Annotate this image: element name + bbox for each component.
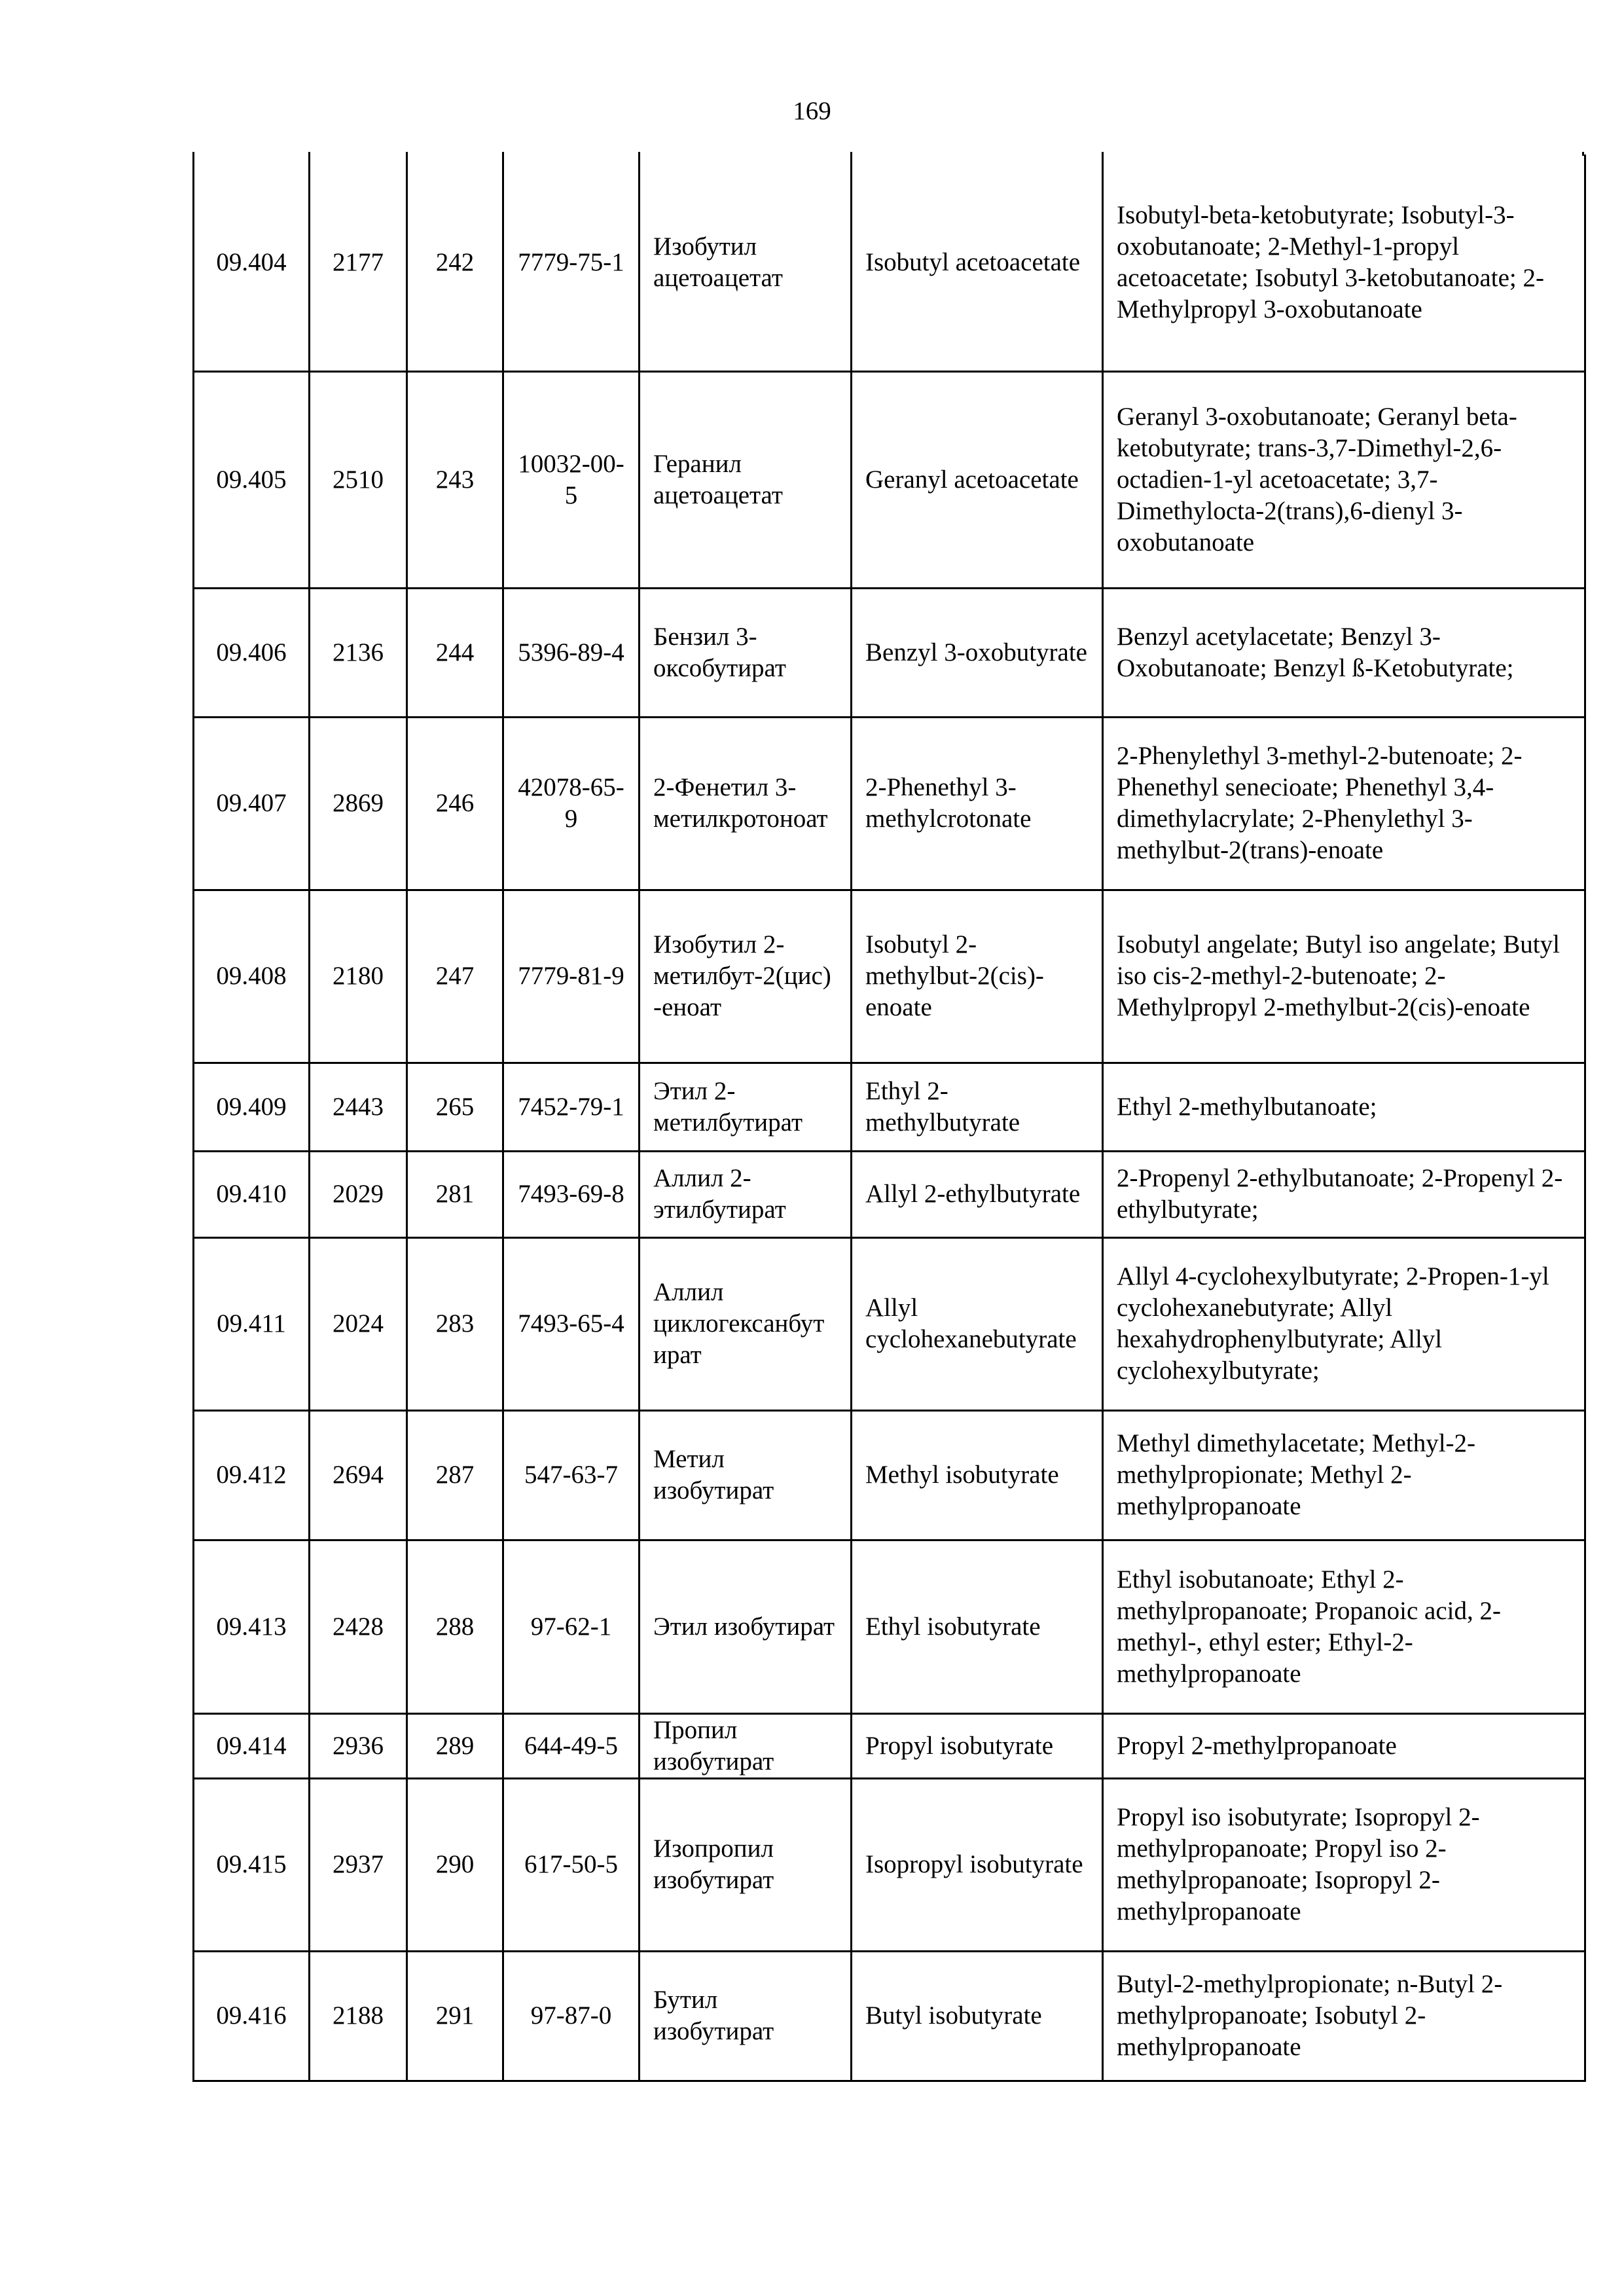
table-row bbox=[194, 1151, 1585, 1237]
cas-number-cell: 7493-69-8 bbox=[503, 1151, 640, 1237]
synonyms-cell: Isobutyl angelate; Butyl iso angelate; Butyl iso cis-2-methyl-2-butenoate; 2-Methylpropyl 2-methylbut-2(cis)-enoate bbox=[1103, 890, 1585, 1063]
synonyms-cell: Geranyl 3-oxobutanoate; Geranyl beta-ketobutyrate; trans-3,7-Dimethyl-2,6-octadien-1-yl acetoacetate; 3,7-Dimethylocta-2(trans),6-dienyl 3-oxobutanoate bbox=[1103, 371, 1585, 588]
name-en-cell: Propyl isobutyrate bbox=[852, 1713, 1103, 1778]
jecfa-number-cell: 2936 bbox=[310, 1713, 407, 1778]
synonyms-cell: 2-Phenylethyl 3-methyl-2-butenoate; 2-Phenethyl senecioate; Phenethyl 3,4-dimethylacrylate; 2-Phenylethyl 3-methylbut-2(trans)-enoate bbox=[1103, 717, 1585, 890]
cas-number-cell: 97-62-1 bbox=[503, 1540, 640, 1713]
fl-number-cell: 09.409 bbox=[194, 1063, 310, 1151]
synonyms-cell: Benzyl acetylacetate; Benzyl 3-Oxobutanoate; Benzyl ß-Ketobutyrate; bbox=[1103, 588, 1585, 717]
jecfa-number-cell: 2029 bbox=[310, 1151, 407, 1237]
table-row bbox=[194, 1778, 1585, 1951]
table-body bbox=[194, 155, 1585, 2081]
jecfa-number-cell: 2180 bbox=[310, 890, 407, 1063]
cas-number-cell: 5396-89-4 bbox=[503, 588, 640, 717]
coe-number-cell: 247 bbox=[407, 890, 503, 1063]
jecfa-number-cell: 2136 bbox=[310, 588, 407, 717]
name-ru-cell: Пропил изобутират bbox=[640, 1713, 852, 1778]
synonyms-cell: Butyl-2-methylpropionate; n-Butyl 2-methylpropanoate; Isobutyl 2-methylpropanoate bbox=[1103, 1951, 1585, 2081]
fl-number-cell: 09.404 bbox=[194, 155, 310, 371]
fl-number-cell: 09.405 bbox=[194, 371, 310, 588]
table-row bbox=[194, 1063, 1585, 1151]
name-en-cell: Allyl cyclohexanebutyrate bbox=[852, 1237, 1103, 1410]
fl-number-cell: 09.406 bbox=[194, 588, 310, 717]
name-ru-cell: Аллил циклогексанбутират bbox=[640, 1237, 852, 1410]
synonyms-cell: Isobutyl-beta-ketobutyrate; Isobutyl-3-oxobutanoate; 2-Methyl-1-propyl acetoacetate; Isobutyl 3-ketobutanoate; 2-Methylpropyl 3-oxobutanoate bbox=[1103, 155, 1585, 371]
cas-number-cell: 617-50-5 bbox=[503, 1778, 640, 1951]
name-ru-cell: Бензил 3-оксобутират bbox=[640, 588, 852, 717]
synonyms-cell: Propyl iso isobutyrate; Isopropyl 2-methylpropanoate; Propyl iso 2-methylpropanoate; Isopropyl 2-methylpropanoate bbox=[1103, 1778, 1585, 1951]
coe-number-cell: 289 bbox=[407, 1713, 503, 1778]
coe-number-cell: 291 bbox=[407, 1951, 503, 2081]
synonyms-cell: Allyl 4-cyclohexylbutyrate; 2-Propen-1-yl cyclohexanebutyrate; Allyl hexahydrophenylbutyrate; Allyl cyclohexylbutyrate; bbox=[1103, 1237, 1585, 1410]
cas-number-cell: 42078-65-9 bbox=[503, 717, 640, 890]
jecfa-number-cell: 2443 bbox=[310, 1063, 407, 1151]
jecfa-number-cell: 2869 bbox=[310, 717, 407, 890]
cas-number-cell: 7779-81-9 bbox=[503, 890, 640, 1063]
table-row bbox=[194, 1713, 1585, 1778]
jecfa-number-cell: 2694 bbox=[310, 1410, 407, 1540]
table-row bbox=[194, 1410, 1585, 1540]
name-en-cell: Isobutyl 2-methylbut-2(cis)-enoate bbox=[852, 890, 1103, 1063]
name-en-cell: Ethyl 2-methylbutyrate bbox=[852, 1063, 1103, 1151]
name-en-cell: 2-Phenethyl 3-methylcrotonate bbox=[852, 717, 1103, 890]
fl-number-cell: 09.408 bbox=[194, 890, 310, 1063]
table-row bbox=[194, 717, 1585, 890]
cas-number-cell: 7493-65-4 bbox=[503, 1237, 640, 1410]
jecfa-number-cell: 2024 bbox=[310, 1237, 407, 1410]
cas-number-cell: 7452-79-1 bbox=[503, 1063, 640, 1151]
name-en-cell: Butyl isobutyrate bbox=[852, 1951, 1103, 2081]
fl-number-cell: 09.413 bbox=[194, 1540, 310, 1713]
name-en-cell: Isopropyl isobutyrate bbox=[852, 1778, 1103, 1951]
synonyms-cell: Ethyl 2-methylbutanoate; bbox=[1103, 1063, 1585, 1151]
coe-number-cell: 242 bbox=[407, 155, 503, 371]
name-ru-cell: Изобутил ацетоацетат bbox=[640, 155, 852, 371]
name-ru-cell: Геранил ацетоацетат bbox=[640, 371, 852, 588]
coe-number-cell: 246 bbox=[407, 717, 503, 890]
table-row bbox=[194, 1951, 1585, 2081]
fl-number-cell: 09.414 bbox=[194, 1713, 310, 1778]
table-row bbox=[194, 890, 1585, 1063]
name-ru-cell: Этил 2-метилбутират bbox=[640, 1063, 852, 1151]
coe-number-cell: 283 bbox=[407, 1237, 503, 1410]
name-ru-cell: Этил изобутират bbox=[640, 1540, 852, 1713]
fl-number-cell: 09.415 bbox=[194, 1778, 310, 1951]
jecfa-number-cell: 2937 bbox=[310, 1778, 407, 1951]
jecfa-number-cell: 2428 bbox=[310, 1540, 407, 1713]
coe-number-cell: 265 bbox=[407, 1063, 503, 1151]
coe-number-cell: 244 bbox=[407, 588, 503, 717]
table-row bbox=[194, 1237, 1585, 1410]
synonyms-cell: Ethyl isobutanoate; Ethyl 2-methylpropanoate; Propanoic acid, 2-methyl-, ethyl ester; Ethyl-2-methylpropanoate bbox=[1103, 1540, 1585, 1713]
name-en-cell: Geranyl acetoacetate bbox=[852, 371, 1103, 588]
jecfa-number-cell: 2177 bbox=[310, 155, 407, 371]
coe-number-cell: 290 bbox=[407, 1778, 503, 1951]
synonyms-cell: 2-Propenyl 2-ethylbutanoate; 2-Propenyl 2-ethylbutyrate; bbox=[1103, 1151, 1585, 1237]
name-en-cell: Methyl isobutyrate bbox=[852, 1410, 1103, 1540]
synonyms-cell: Methyl dimethylacetate; Methyl-2-methylpropionate; Methyl 2-methylpropanoate bbox=[1103, 1410, 1585, 1540]
page-number: 169 bbox=[793, 97, 831, 125]
fl-number-cell: 09.412 bbox=[194, 1410, 310, 1540]
fl-number-cell: 09.416 bbox=[194, 1951, 310, 2081]
cas-number-cell: 10032-00-5 bbox=[503, 371, 640, 588]
jecfa-number-cell: 2188 bbox=[310, 1951, 407, 2081]
synonyms-cell: Propyl 2-methylpropanoate bbox=[1103, 1713, 1585, 1778]
fl-number-cell: 09.411 bbox=[194, 1237, 310, 1410]
coe-number-cell: 281 bbox=[407, 1151, 503, 1237]
cas-number-cell: 7779-75-1 bbox=[503, 155, 640, 371]
name-ru-cell: 2-Фенетил 3-метилкротоноат bbox=[640, 717, 852, 890]
coe-number-cell: 288 bbox=[407, 1540, 503, 1713]
name-en-cell: Benzyl 3-oxobutyrate bbox=[852, 588, 1103, 717]
cas-number-cell: 644-49-5 bbox=[503, 1713, 640, 1778]
table-row bbox=[194, 371, 1585, 588]
coe-number-cell: 287 bbox=[407, 1410, 503, 1540]
name-ru-cell: Изобутил 2-метилбут-2(цис)-еноат bbox=[640, 890, 852, 1063]
name-ru-cell: Метил изобутират bbox=[640, 1410, 852, 1540]
flavouring-substances-table bbox=[192, 155, 1586, 2082]
name-en-cell: Ethyl isobutyrate bbox=[852, 1540, 1103, 1713]
cas-number-cell: 547-63-7 bbox=[503, 1410, 640, 1540]
fl-number-cell: 09.410 bbox=[194, 1151, 310, 1237]
name-ru-cell: Аллил 2-этилбутират bbox=[640, 1151, 852, 1237]
table-row bbox=[194, 1540, 1585, 1713]
fl-number-cell: 09.407 bbox=[194, 717, 310, 890]
jecfa-number-cell: 2510 bbox=[310, 371, 407, 588]
cas-number-cell: 97-87-0 bbox=[503, 1951, 640, 2081]
table-row bbox=[194, 588, 1585, 717]
name-ru-cell: Изопропил изобутират bbox=[640, 1778, 852, 1951]
name-ru-cell: Бутил изобутират bbox=[640, 1951, 852, 2081]
name-en-cell: Allyl 2-ethylbutyrate bbox=[852, 1151, 1103, 1237]
coe-number-cell: 243 bbox=[407, 371, 503, 588]
table-row bbox=[194, 155, 1585, 371]
name-en-cell: Isobutyl acetoacetate bbox=[852, 155, 1103, 371]
